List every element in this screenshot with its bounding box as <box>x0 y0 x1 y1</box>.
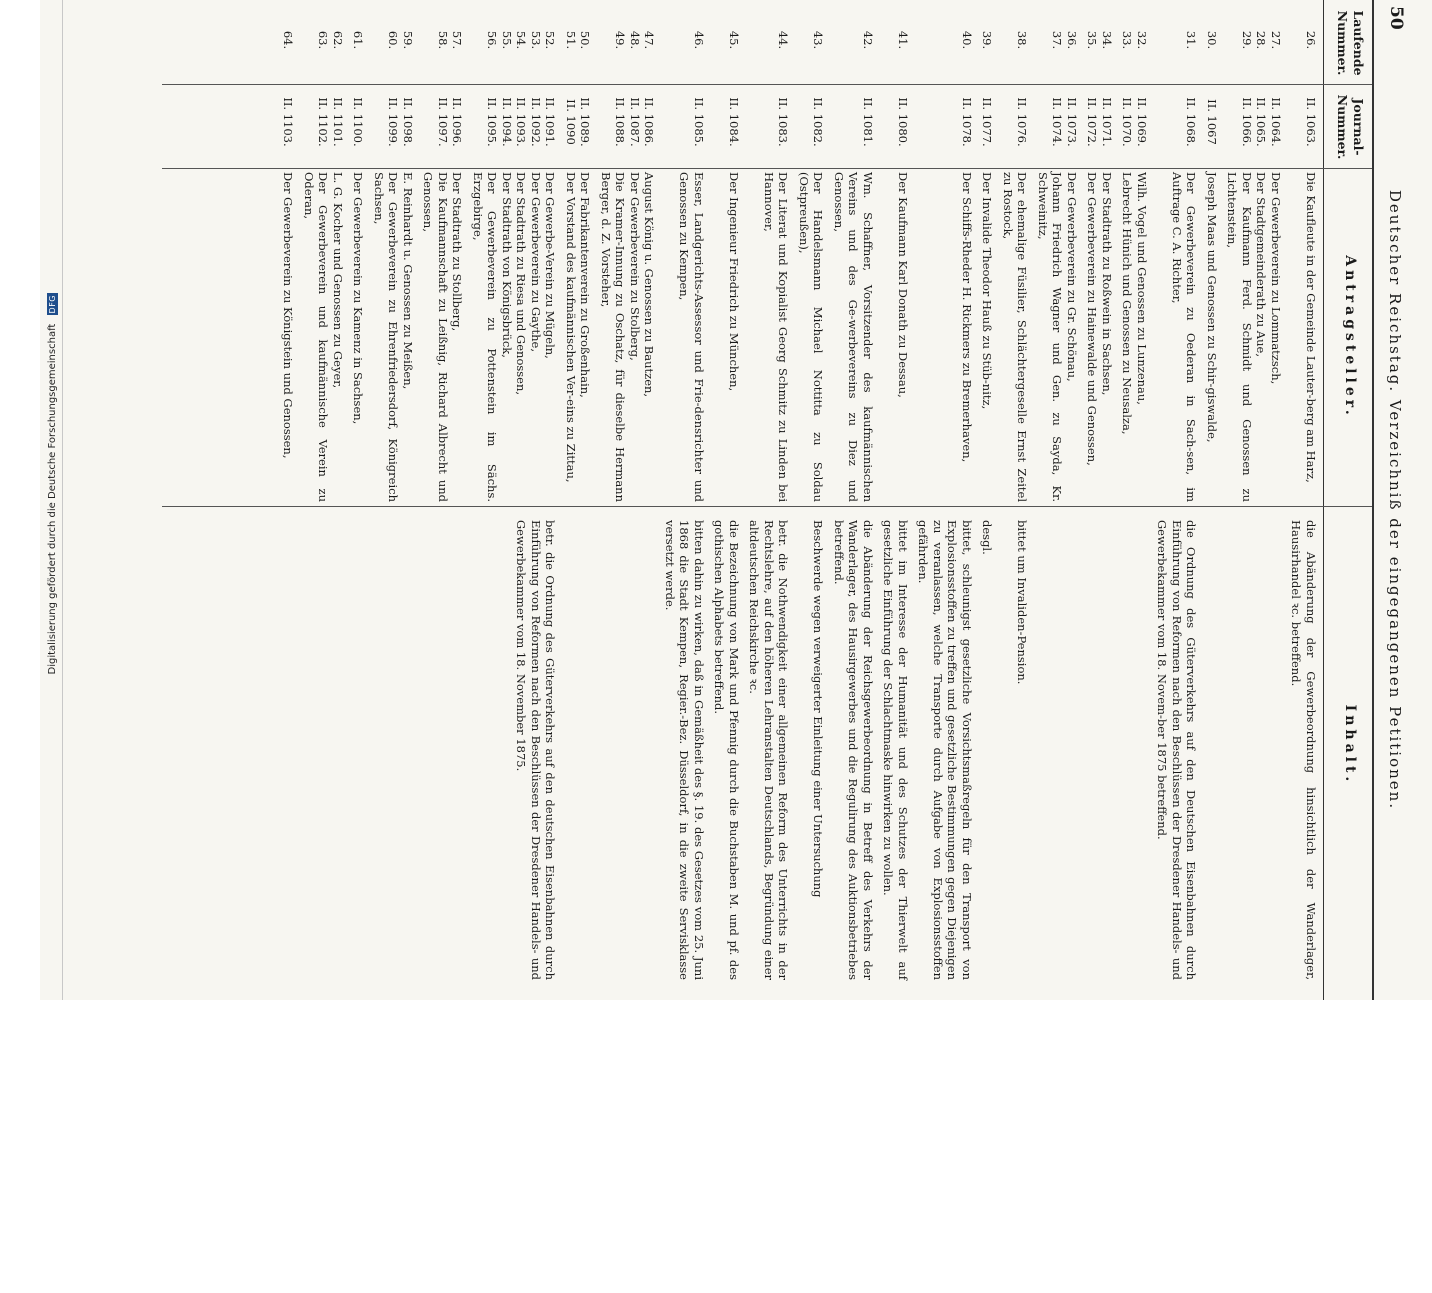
laufende-nummer-cell: 47. 48. 49. <box>613 30 657 50</box>
laufende-nummer-cell: 38. <box>1015 30 1030 50</box>
antragsteller-cell: August König u. Genossen zu Bautzen, Der Gewerbeverein zu Stolberg, Die Kramer-Innung zu Oschatz, für dieselbe Hermann Berger, d. Z. Vorsteher, <box>599 172 657 502</box>
journal-nummer-cell: II. 1091. II. 1092. II. 1093. II. 1094. II. 1095. <box>485 97 558 147</box>
laufende-nummer-cell: 57. 58. <box>436 30 465 50</box>
laufende-nummer-cell: 26. <box>1304 30 1318 50</box>
footer-text: Digitalisierung gefördert durch die Deutsche Forschungsgemeinschaft <box>47 323 58 675</box>
laufende-nummer-cell: 59. 60. <box>386 30 415 50</box>
table-row <box>1001 0 1030 1000</box>
antragsteller-cell: Der ehemalige Füsilier, Schlächtergeselle Ernst Zeitel zu Rostock, <box>1001 172 1030 502</box>
laufende-nummer-cell: 50. 51. <box>564 30 593 50</box>
journal-nummer-cell: II. 1082. <box>811 97 826 147</box>
petition-table-body <box>158 0 1318 1000</box>
antragsteller-cell: Der Stadtrath zu Roßwein in Sachsen, Der Gewerbeverein zu Hainewalde und Genossen, <box>1085 172 1114 466</box>
journal-nummer-cell: II. 1085. <box>692 97 706 147</box>
journal-nummer-cell: II. 1096. II. 1097. <box>436 97 465 147</box>
journal-nummer-cell: II. 1068. <box>1184 97 1199 147</box>
antragsteller-cell: Der Gewerbeverein zu Lommatzsch, Der Stadtgemeinderath zu Aue, Der Kaufmann Ferd. Schmidt und Genossen zu Lichtenstein, <box>1225 172 1283 502</box>
inhalt-cell: bitten dahin zu wirken, daß in Gemäßheit des §. 19. des Gesetzes vom 25. Juni 1868 die Stadt Kempen, Regier.-Bez. Düsseldorf, in die zweite Servisklasse versetzt werde. <box>663 520 706 980</box>
inhalt-cell <box>302 502 346 980</box>
table-row <box>980 0 995 1000</box>
journal-nummer-cell: II. 1101. II. 1102. <box>316 97 345 147</box>
inhalt-cell <box>1205 502 1220 980</box>
journal-nummer-cell: II. 1064. II. 1065. II. 1066. <box>1240 97 1283 147</box>
inhalt-cell: die Abänderung der Gewerbeordnung hinsichtlich der Wanderlager, Hausirhandel ꝛc. betreffend. <box>1289 520 1318 980</box>
antragsteller-cell: Der Handelsmann Michael Nottitta zu Soldau (Ostpreußen), <box>797 172 826 502</box>
journal-nummer-cell: II. 1073. II. 1074. <box>1050 97 1079 147</box>
laufende-nummer-cell: 30. <box>1205 30 1219 50</box>
inhalt-cell <box>372 502 416 980</box>
column-header-inhalt: Inhalt. <box>1342 704 1358 786</box>
laufende-nummer-cell: 62. 63. <box>316 30 345 50</box>
table-row <box>351 0 366 1000</box>
page-header <box>1374 0 1416 1000</box>
journal-nummer-cell: II. 1069. II. 1070. <box>1120 97 1149 147</box>
table-row <box>564 0 593 1000</box>
rotated-document-page <box>152 0 1416 1000</box>
antragsteller-cell: Der Gewerbeverein zu Oederan in Sach-sen, im Auftrage C. A. Richter, <box>1170 172 1199 502</box>
inhalt-cell: bittet im Interesse der Humanität und des Schutzes der Thierwelt auf gesetzliche Einführung der Schlachtmaske hinwirken zu wollen. <box>881 520 910 980</box>
table-row <box>832 0 876 1000</box>
page-edge-divider <box>62 0 63 1000</box>
inhalt-cell <box>1036 502 1080 980</box>
table-row <box>797 0 826 1000</box>
laufende-nummer-cell: 31. <box>1184 30 1199 50</box>
laufende-nummer-cell: 45. <box>727 30 741 50</box>
laufende-nummer-cell: 61. <box>351 30 366 50</box>
table-row <box>1120 0 1149 1000</box>
laufende-nummer-cell: 40. <box>960 30 974 50</box>
running-title: Deutscher Reichstag. Verzeichniß der eingegangenen Petitionen. <box>1386 189 1404 811</box>
header-rule <box>1372 0 1374 1000</box>
inhalt-cell <box>1085 502 1114 980</box>
inhalt-cell: die Abänderung der Reichsgewerbeordnung in Betreff des Verkehrs der Wanderlager, des Hausirgewerbes und die Regulirung des Auktionsbetriebes betreffend. <box>832 520 875 980</box>
table-row <box>1155 0 1199 1000</box>
antragsteller-cell: Der Gewerbeverein zu Kamenz in Sachsen, <box>351 172 366 425</box>
journal-nummer-cell: II. 1080. <box>896 97 910 147</box>
laufende-nummer-cell: 36. 37. <box>1050 30 1079 50</box>
column-header-line: Nummer. <box>1335 10 1350 76</box>
journal-nummer-cell: II. 1081. <box>861 97 875 147</box>
table-row <box>421 0 465 1000</box>
antragsteller-cell: Der Invalide Theodor Hauß zu Stüb-nitz, <box>980 172 995 410</box>
dfg-logo: DFG <box>47 295 57 314</box>
table-row <box>1205 0 1220 1000</box>
table-row <box>916 0 974 1000</box>
laufende-nummer-cell: 41. <box>896 30 910 50</box>
antragsteller-cell: Der Gewerbeverein zu Königstein und Genossen, <box>281 172 296 459</box>
antragsteller-cell: E. Reinhardt u. Genossen zu Meißen, Der Gewerbeverein zu Ehrenfriedersdorf, Königreich Sachsen, <box>372 172 415 502</box>
scanned-page <box>40 0 1432 1000</box>
inhalt-cell: die Ordnung des Güterverkehrs auf den Deutschen Eisenbahnen durch Einführung von Reformen nach den Beschlüssen der Dresdener Handels- und Gewerbekammer vom 18. Novem-ber 1875 betreffend. <box>1155 520 1199 980</box>
table-row <box>1085 0 1114 1000</box>
inhalt-cell <box>564 502 593 980</box>
laufende-nummer-cell: 27. 28. 29. <box>1240 30 1283 50</box>
column-header-antragsteller: Antragsteller. <box>1342 255 1358 419</box>
inhalt-cell: die Bezeichnung von Mark und Pfennig durch die Buchstaben M. und pf. des gothischen Alphabets betreffend. <box>712 520 741 980</box>
inhalt-cell <box>1120 502 1149 980</box>
laufende-nummer-cell: 39. <box>980 30 995 50</box>
table-row <box>1036 0 1080 1000</box>
antragsteller-cell: L. G. Kocher und Genossen zu Geyer, Der Gewerbeverein und kaufmännische Verein zu Oderan, <box>302 172 345 502</box>
journal-nummer-cell: II. 1089. II. 1090 <box>564 97 593 147</box>
antragsteller-cell: Der Kaufmann Karl Donath zu Dessau, <box>896 172 910 398</box>
journal-nummer-cell: II. 1071. II. 1072. <box>1085 97 1114 147</box>
antragsteller-cell: Joseph Maas und Genossen zu Schir-giswalde, <box>1205 172 1219 443</box>
antragsteller-cell: Der Fabrikantenverein zu Großenhain, Der Vorstand des kaufmännischen Ver-eins zu Zittau, <box>564 172 593 483</box>
antragsteller-cell: Der Gewerbe-Verein zu Mügeln, Der Gewerbeverein zu Gaythe, Der Stadtrath zu Riesa und Genossen, Der Stadtrath von Königsbrück, Der Gewerbeverein zu Pottenstein im Sächs. Erzgebirge, <box>471 172 558 502</box>
inhalt-cell <box>281 502 296 980</box>
antragsteller-cell: Wilh. Vogel und Genossen zu Lunzenau, Lebrecht Hünich und Genossen zu Neusalza, <box>1120 172 1149 435</box>
antragsteller-cell: Esser, Landgerichts-Assessor und Frie-densrichter und Genossen zu Kempen, <box>677 172 706 502</box>
table-row <box>281 0 296 1000</box>
column-header-rule <box>1323 0 1324 1000</box>
inhalt-cell: Beschwerde wegen verweigerter Einleitung einer Untersuchung <box>811 520 826 898</box>
inhalt-cell <box>599 502 657 980</box>
table-row <box>747 0 791 1000</box>
inhalt-cell: betr. die Nothwendigkeit einer allgemeinen Reform des Unterrichts in der Rechtslehre, auf den höheren Lehranstalten Deutschlands, Begründung einer altdeutschen Reichskirche ꝛc. <box>747 520 791 980</box>
inhalt-cell <box>421 502 465 980</box>
table-row <box>881 0 910 1000</box>
journal-nummer-cell: II. 1098. II. 1099. <box>386 97 415 147</box>
inhalt-cell: bittet um Invaliden-Pension. <box>1015 520 1030 685</box>
journal-nummer-cell: II. 1077. <box>980 97 995 147</box>
laufende-nummer-cell: 46. <box>692 30 706 50</box>
antragsteller-cell: Der Gewerbeverein zu Gr. Schönau, Johann Friedrich Wagner und Gen. zu Sayda, Kr. Schweinitz, <box>1036 172 1079 502</box>
table-row <box>663 0 707 1000</box>
inhalt-cell <box>1225 502 1283 980</box>
column-header-line: Nummer. <box>1335 94 1350 160</box>
antragsteller-cell: Wm. Schaffner, Vorsitzender des kaufmännischen Vereins und des Ge-werbevereins zu Diez und Genossen, <box>832 172 875 502</box>
table-row <box>372 0 416 1000</box>
antragsteller-cell: Der Ingenieur Friedrich zu München, <box>727 172 741 392</box>
journal-nummer-cell: II. 1103. <box>281 97 296 147</box>
antragsteller-cell: Der Literat und Kopialist Georg Schmitz zu Linden bei Hannover, <box>762 172 791 502</box>
column-header-laufende-nummer <box>1328 4 1372 82</box>
laufende-nummer-cell: 32. 33. <box>1120 30 1149 50</box>
table-row <box>302 0 346 1000</box>
antragsteller-cell: Der Schiffs-Rheder H. Rickmers zu Bremerhaven, <box>960 172 974 463</box>
antragsteller-cell: Der Stadtrath zu Stollberg, Die Kaufmannschaft zu Leißnig, Richard Albrecht und Genossen, <box>421 172 465 502</box>
table-row <box>471 0 558 1000</box>
column-header-line: Journal- <box>1351 98 1366 156</box>
journal-nummer-cell: II. 1100. <box>351 97 366 147</box>
inhalt-cell: betr. die Ordnung des Güterverkehrs auf den deutschen Eisenbahnen durch Einführung von Reformen nach den Beschlüssen der Dresdener Handels- und Gewerbekammer vom 18. November 1875. <box>514 520 558 980</box>
page-number: 50 <box>1386 6 1406 30</box>
antragsteller-cell: Die Kaufleute in der Gemeinde Lauter-berg am Harz, <box>1304 172 1318 483</box>
digitization-footer <box>46 293 60 1293</box>
table-row <box>599 0 657 1000</box>
laufende-nummer-cell: 43. <box>811 30 826 50</box>
laufende-nummer-cell: 34. 35. <box>1085 30 1114 50</box>
journal-nummer-cell: II. 1083. <box>776 97 791 147</box>
journal-nummer-cell: II. 1063. <box>1304 97 1318 147</box>
inhalt-cell: bittet, schleunigst gesetzliche Vorsichtsmaßregeln für den Transport von Explosionsstoffen zu treffen und gesetzliche Bestimmungen gegen Diejenigen zu veranlassen, welche Transporte durch Aufgabe von Explosionsstoffen gefährden. <box>916 520 974 980</box>
column-header-journal-nummer <box>1328 88 1372 166</box>
journal-nummer-cell: II. 1086. II. 1087. II. 1088. <box>613 97 657 147</box>
journal-nummer-cell: II. 1078. <box>960 97 974 147</box>
laufende-nummer-cell: 52. 53. 54. 55. 56. <box>485 30 558 50</box>
inhalt-cell <box>351 502 366 980</box>
table-row <box>1289 0 1318 1000</box>
journal-nummer-cell: II. 1084. <box>727 97 741 147</box>
laufende-nummer-cell: 44. <box>776 30 791 50</box>
table-row <box>712 0 741 1000</box>
inhalt-cell: desgl. <box>980 520 995 555</box>
journal-nummer-cell: II. 1076. <box>1015 97 1030 147</box>
column-header-line: Laufende <box>1351 10 1366 76</box>
laufende-nummer-cell: 64. <box>281 30 296 50</box>
laufende-nummer-cell: 42. <box>861 30 875 50</box>
table-row <box>1225 0 1283 1000</box>
journal-nummer-cell: II. 1067 <box>1205 99 1219 145</box>
